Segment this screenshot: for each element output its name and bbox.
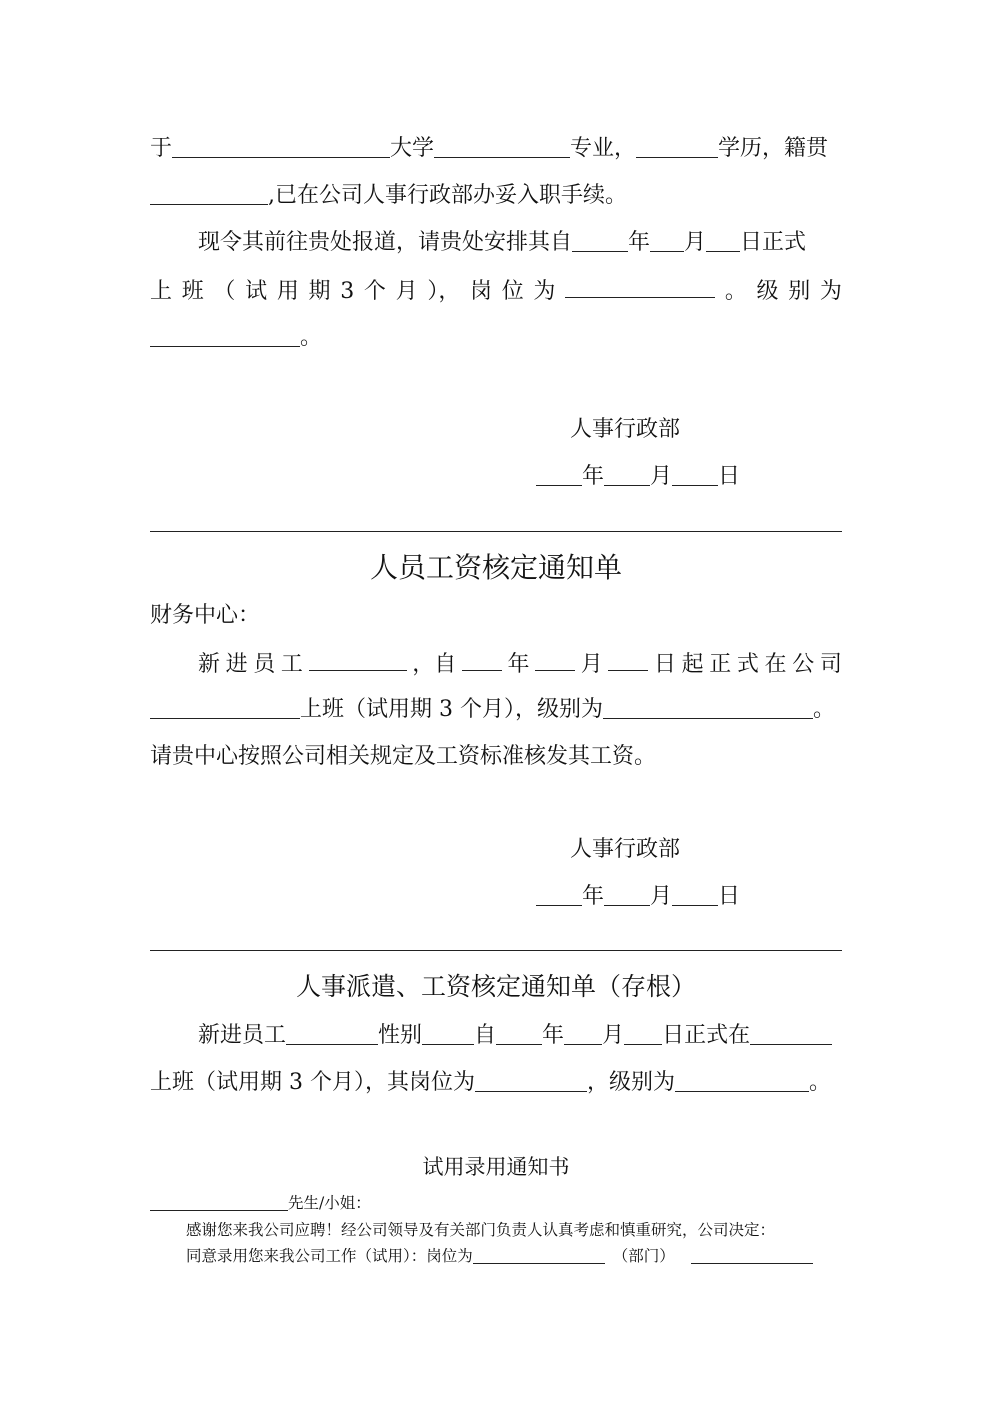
s1-line-2 xyxy=(150,181,842,211)
s4-salutation xyxy=(150,1192,842,1214)
blank-position xyxy=(473,1248,605,1265)
char: 公 xyxy=(792,652,815,677)
blank-day xyxy=(706,229,740,252)
char: 式 xyxy=(736,652,759,677)
char: ）， xyxy=(427,279,461,304)
blank-day xyxy=(624,1022,662,1045)
blank-degree xyxy=(636,135,718,158)
text: 日 xyxy=(718,884,741,909)
blank-position xyxy=(565,275,715,298)
blank-hometown xyxy=(150,182,268,205)
blank-employee-name xyxy=(286,1022,378,1045)
text: 年 xyxy=(542,1023,565,1048)
s4-line-1: 感谢您来我公司应聘！经公司领导及有关部门负责人认真考虑和慎重研究，公司决定： xyxy=(186,1221,776,1239)
blank-day xyxy=(672,883,718,906)
blank-department xyxy=(750,1022,832,1045)
s1-line-5 xyxy=(150,323,842,353)
s2-recipient: 财务中心： xyxy=(150,603,261,628)
blank-employee-name xyxy=(309,648,407,671)
s1-signature: 人事行政部 xyxy=(570,417,681,442)
char: 进 xyxy=(225,652,248,677)
char: 个 xyxy=(363,279,386,304)
blank-university xyxy=(172,135,390,158)
char: 3 xyxy=(340,279,355,304)
char: 为 xyxy=(819,279,842,304)
s2-date xyxy=(536,882,796,912)
divider xyxy=(150,531,842,532)
text: 年 xyxy=(507,652,530,677)
text: 专业， xyxy=(570,136,637,161)
char: 正 xyxy=(709,652,732,677)
text: 现令其前往贵处报道，请贵处安排其自 xyxy=(198,230,573,255)
text: 年 xyxy=(582,884,605,909)
blank-name xyxy=(150,1195,288,1212)
s2-line-1 xyxy=(198,648,842,680)
blank-year xyxy=(572,229,628,252)
char: 级 xyxy=(756,279,779,304)
blank-level xyxy=(150,324,300,347)
text: 。 xyxy=(300,325,323,350)
blank-position xyxy=(475,1069,587,1092)
s3-line-1 xyxy=(198,1021,842,1051)
s1-date xyxy=(536,462,796,492)
char: 日 xyxy=(653,652,676,677)
text: 新进员工 xyxy=(198,1023,287,1048)
s3-line-2 xyxy=(150,1068,842,1098)
blank-level xyxy=(675,1069,809,1092)
text: 上班（试用期 3 个月），其岗位为 xyxy=(150,1070,475,1095)
text: ，自 xyxy=(412,652,457,677)
char: 起 xyxy=(681,652,704,677)
text: 。 xyxy=(809,1070,832,1095)
text: 月 xyxy=(684,230,707,255)
char: 岗 xyxy=(470,279,493,304)
s2-title: 人员工资核定通知单 xyxy=(369,551,622,584)
text: ，级别为 xyxy=(587,1070,676,1095)
blank-month xyxy=(604,463,650,486)
char: 上 xyxy=(150,279,173,304)
char: 为 xyxy=(533,279,556,304)
s2-signature: 人事行政部 xyxy=(570,837,681,862)
text: 自 xyxy=(474,1023,497,1048)
char: 员 xyxy=(253,652,276,677)
text: 大学 xyxy=(390,136,435,161)
text: 年 xyxy=(628,230,651,255)
char: 在 xyxy=(764,652,787,677)
text: 性别 xyxy=(378,1023,423,1048)
text: 年 xyxy=(582,464,605,489)
divider xyxy=(150,950,842,951)
text: 月 xyxy=(602,1023,625,1048)
text: 上班（试用期 3 个月），级别为 xyxy=(300,697,603,722)
char: 班 xyxy=(181,279,204,304)
text: 先生/小姐： xyxy=(288,1194,371,1212)
blank-year xyxy=(496,1022,542,1045)
s4-line-2 xyxy=(186,1245,846,1267)
char: 位 xyxy=(501,279,524,304)
s2-line-3: 请贵中心按照公司相关规定及工资标准核发其工资。 xyxy=(150,744,657,769)
s3-title: 人事派遣、工资核定通知单（存根） xyxy=(295,972,696,1001)
s1-line-1 xyxy=(150,134,842,164)
char: 别 xyxy=(788,279,811,304)
text: 月 xyxy=(650,464,673,489)
blank-gender xyxy=(422,1022,474,1045)
blank-month xyxy=(650,229,684,252)
text: 日正式 xyxy=(740,230,807,255)
blank-level xyxy=(603,696,813,719)
blank-department xyxy=(150,696,300,719)
text: 月 xyxy=(580,652,603,677)
s1-line-3 xyxy=(198,228,842,258)
text: （部门） xyxy=(612,1247,675,1265)
blank-extra xyxy=(691,1248,813,1265)
s1-line-4 xyxy=(150,275,842,307)
char: （ xyxy=(213,279,236,304)
blank-day xyxy=(672,463,718,486)
text: 同意录用您来我公司工作（试用）：岗位为 xyxy=(186,1247,473,1265)
char: 月 xyxy=(395,279,418,304)
text: 于 xyxy=(150,136,173,161)
blank-year xyxy=(536,883,582,906)
char: 试 xyxy=(245,279,268,304)
char: 。 xyxy=(724,279,747,304)
text: 日正式在 xyxy=(662,1023,751,1048)
text: 。 xyxy=(812,697,835,722)
char: 用 xyxy=(276,279,299,304)
blank-month xyxy=(564,1022,602,1045)
blank-major xyxy=(434,135,570,158)
char: 期 xyxy=(308,279,331,304)
text: 月 xyxy=(650,884,673,909)
blank-day xyxy=(608,648,648,671)
text: ,已在公司人事行政部办妥入职手续。 xyxy=(268,183,627,208)
blank-month xyxy=(535,648,575,671)
text: 学历，籍贯 xyxy=(718,136,829,161)
char: 工 xyxy=(280,652,303,677)
blank-year xyxy=(536,463,582,486)
blank-year xyxy=(462,648,502,671)
text: 日 xyxy=(718,464,741,489)
blank-month xyxy=(604,883,650,906)
s2-line-2 xyxy=(150,695,842,725)
char: 司 xyxy=(819,652,842,677)
s4-title: 试用录用通知书 xyxy=(422,1155,570,1179)
char: 新 xyxy=(198,652,221,677)
